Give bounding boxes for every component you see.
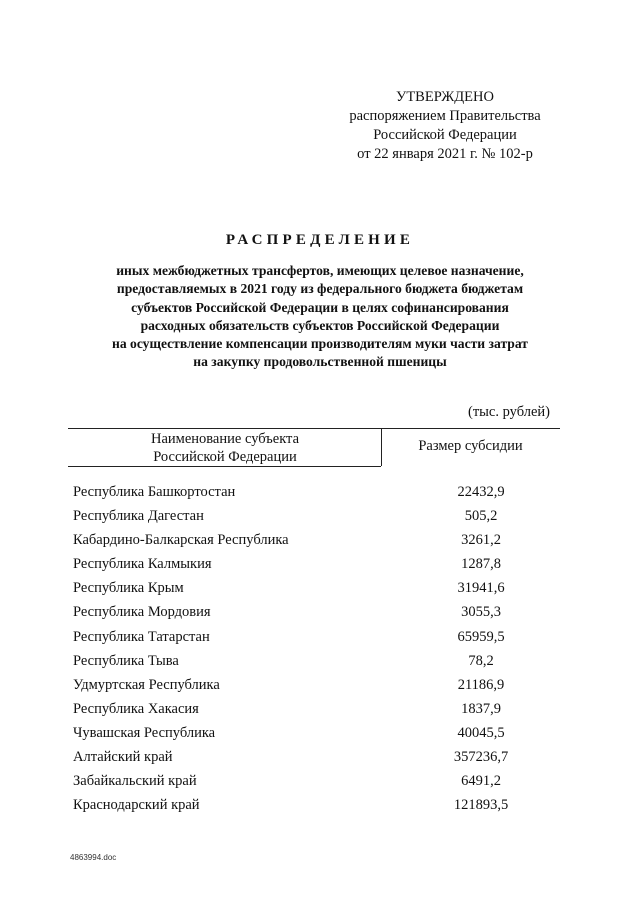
table-header-underline bbox=[68, 466, 381, 467]
table-row bbox=[73, 576, 560, 600]
table-row bbox=[73, 721, 560, 745]
subsidy-amount: 31941,6 bbox=[457, 580, 505, 597]
subtitle-line: субъектов Российской Федерации в целях софинансирования bbox=[131, 299, 509, 315]
subsidy-amount: 1837,9 bbox=[461, 700, 501, 717]
approval-heading: УТВЕРЖДЕНО bbox=[396, 89, 494, 105]
table-body bbox=[73, 480, 560, 817]
region-name: Республика Татарстан bbox=[73, 628, 210, 645]
subsidy-amount: 78,2 bbox=[468, 652, 494, 669]
table-row bbox=[73, 504, 560, 528]
region-name: Республика Калмыкия bbox=[73, 556, 212, 573]
subsidy-amount: 21186,9 bbox=[457, 676, 505, 693]
table-row bbox=[73, 769, 560, 793]
subtitle-line: на закупку продовольственной пшеницы bbox=[193, 354, 447, 370]
table-row bbox=[73, 552, 560, 576]
subsidy-amount: 6491,2 bbox=[461, 773, 501, 790]
subsidy-amount: 121893,5 bbox=[453, 797, 509, 814]
table-top-rule bbox=[68, 428, 560, 429]
subsidy-amount: 357236,7 bbox=[453, 749, 509, 766]
table-row bbox=[73, 793, 560, 817]
subsidy-amount: 3261,2 bbox=[461, 532, 501, 549]
table-row bbox=[73, 528, 560, 552]
table-row bbox=[73, 673, 560, 697]
table-row bbox=[73, 480, 560, 504]
approval-line: Российской Федерации bbox=[373, 127, 517, 143]
approval-block bbox=[330, 88, 560, 164]
table-row bbox=[73, 649, 560, 673]
approval-date-number: от 22 января 2021 г. № 102-р bbox=[357, 146, 533, 162]
region-name: Республика Тыва bbox=[73, 652, 179, 669]
subtitle-line: иных межбюджетных трансфертов, имеющих целевое назначение, bbox=[116, 263, 524, 278]
document-title: РАСПРЕДЕЛЕНИЕ bbox=[225, 232, 415, 248]
approval-line: распоряжением Правительства bbox=[349, 108, 541, 124]
subsidy-amount: 22432,9 bbox=[457, 484, 505, 500]
region-name: Чувашская Республика bbox=[73, 724, 216, 741]
region-name: Республика Мордовия bbox=[73, 604, 211, 621]
subtitle-line: на осуществление компенсации производителям муки части затрат bbox=[112, 336, 528, 352]
subtitle-line: предоставляемых в 2021 году из федерального бюджета бюджетам bbox=[116, 281, 524, 297]
table-row bbox=[73, 600, 560, 624]
region-name: Забайкальский край bbox=[73, 773, 197, 790]
subsidy-amount: 65959,5 bbox=[457, 628, 505, 645]
subsidy-amount: 3055,3 bbox=[461, 604, 501, 621]
table-row bbox=[73, 697, 560, 721]
subtitle-line: расходных обязательств субъектов Российской Федерации bbox=[140, 317, 500, 333]
table-header-name bbox=[115, 430, 335, 466]
region-name: Республика Дагестан bbox=[73, 508, 204, 525]
region-name: Кабардино-Балкарская Республика bbox=[73, 532, 289, 549]
table-row bbox=[73, 745, 560, 769]
footer-doc-id: 4863994.doc bbox=[70, 853, 117, 862]
subsidy-amount: 1287,8 bbox=[461, 556, 501, 573]
units-label: (тыс. рублей) bbox=[468, 404, 550, 420]
document-subtitle bbox=[0, 262, 640, 372]
subsidy-amount: 505,2 bbox=[464, 508, 498, 525]
subsidy-amount: 40045,5 bbox=[457, 724, 505, 741]
region-name: Алтайский край bbox=[73, 749, 173, 766]
header-name-line: Российской Федерации bbox=[153, 449, 297, 465]
region-name: Республика Хакасия bbox=[73, 700, 199, 717]
region-name: Республика Крым bbox=[73, 580, 184, 597]
table-header-value: Размер субсидии bbox=[418, 438, 523, 454]
region-name: Удмуртская Республика bbox=[73, 676, 220, 693]
region-name: Краснодарский край bbox=[73, 797, 200, 814]
table-row bbox=[73, 625, 560, 649]
region-name: Республика Башкортостан bbox=[73, 484, 236, 500]
header-name-line: Наименование субъекта bbox=[150, 431, 300, 447]
